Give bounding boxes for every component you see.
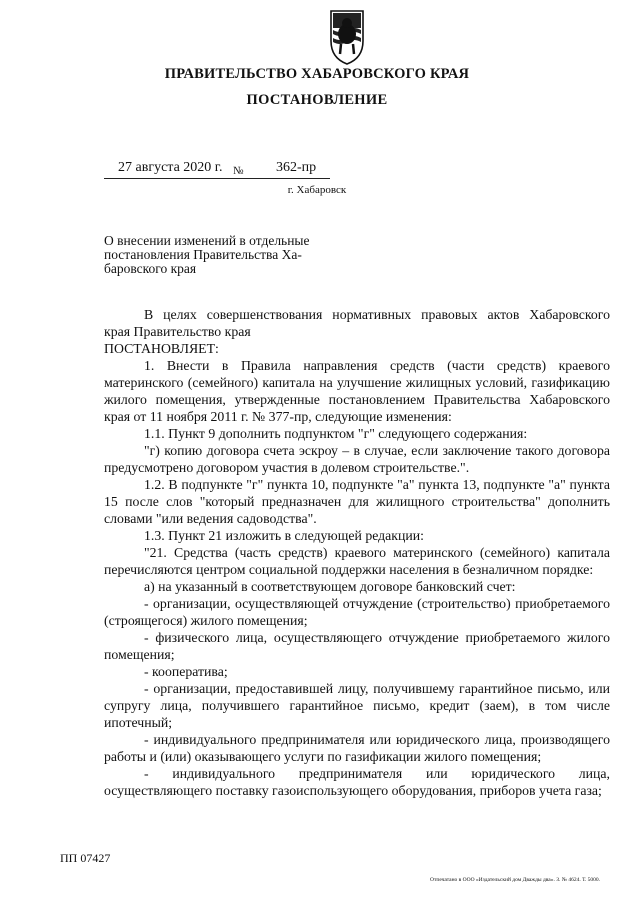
document-body [104,306,610,799]
document-date: 27 августа 2020 г. [118,160,223,175]
body-paragraph: а) на указанный в соответствующем договоре банковский счет: [144,579,516,594]
body-paragraph: - организации, предоставившей лицу, получившему гарантийное письмо, или супругу лица, получившего гарантийное письмо, кредит (заем), в том числе ипотечный; [104,681,610,730]
body-paragraph: края Правительство края [104,324,251,339]
body-paragraph: 1.2. В подпункте "г" пункта 10, подпункте "а" пункта 13, подпункте "а" пункта 15 после слов "который предназначен для жилищного строительства" дополнить словами "или ведения садоводства". [104,477,610,526]
organization-title: ПРАВИТЕЛЬСТВО ХАБАРОВСКОГО КРАЯ [164,66,470,82]
document-city: г. Хабаровск [287,184,347,196]
subject-line: баровского края [104,261,197,276]
subject-line: постановления Правительства Ха- [104,247,302,262]
document-subject [104,234,344,276]
body-paragraph: - кооператива; [144,664,228,679]
body-paragraph: "21. Средства (часть средств) краевого материнского (семейного) капитала перечисляются центром социальной поддержки населения в безналичном порядке: [104,545,610,577]
body-paragraph: - индивидуального предпринимателя или юридического лица, осуществляющего поставку газоиспользующего оборудования, приборов учета газа; [104,766,610,798]
body-paragraph: ПОСТАНОВЛЯЕТ: [104,341,219,356]
body-paragraph: - физического лица, осуществляющего отчуждение приобретаемого жилого помещения; [104,630,610,662]
document-type: ПОСТАНОВЛЕНИЕ [246,92,388,108]
body-paragraph: В целях совершенствования нормативных правовых актов Хабаровского [144,307,610,322]
document-code: ПП 07427 [60,851,111,865]
subject-line: О внесении изменений в отдельные [104,233,310,248]
body-paragraph: - индивидуального предпринимателя или юридического лица, производящего работы и (или) оказывающего услуги по газификации жилого помещения; [104,732,610,764]
body-paragraph: 1.3. Пункт 21 изложить в следующей редакции: [144,528,424,543]
body-paragraph: 1.1. Пункт 9 дополнить подпунктом "г" следующего содержания: [144,426,528,441]
document-number: 362-пр [276,160,317,175]
body-paragraph: 1. Внести в Правила направления средств (части средств) краевого материнского (семейного) капитала на улучшение жилищных условий, газификацию жилого помещения, утвержденные постановлением Правительства Хабаровского края от 11 ноября 2011 г. № 377-пр, следующие изменения: [104,358,610,424]
printing-imprint: Отпечатано в ООО «Издательский дом Дважды два». З. № 4624. Т. 5000. [430,877,601,883]
khabarovsk-coat-of-arms-icon [324,8,370,66]
number-sign: № [233,165,244,177]
date-number-underline [104,178,330,179]
body-paragraph: - организации, осуществляющей отчуждение (строительство) приобретаемого (строящегося) жилого помещения; [104,596,610,628]
body-paragraph: "г) копию договора счета эскроу – в случае, если заключение такого договора предусмотрено договором участия в долевом строительстве.". [104,443,610,475]
